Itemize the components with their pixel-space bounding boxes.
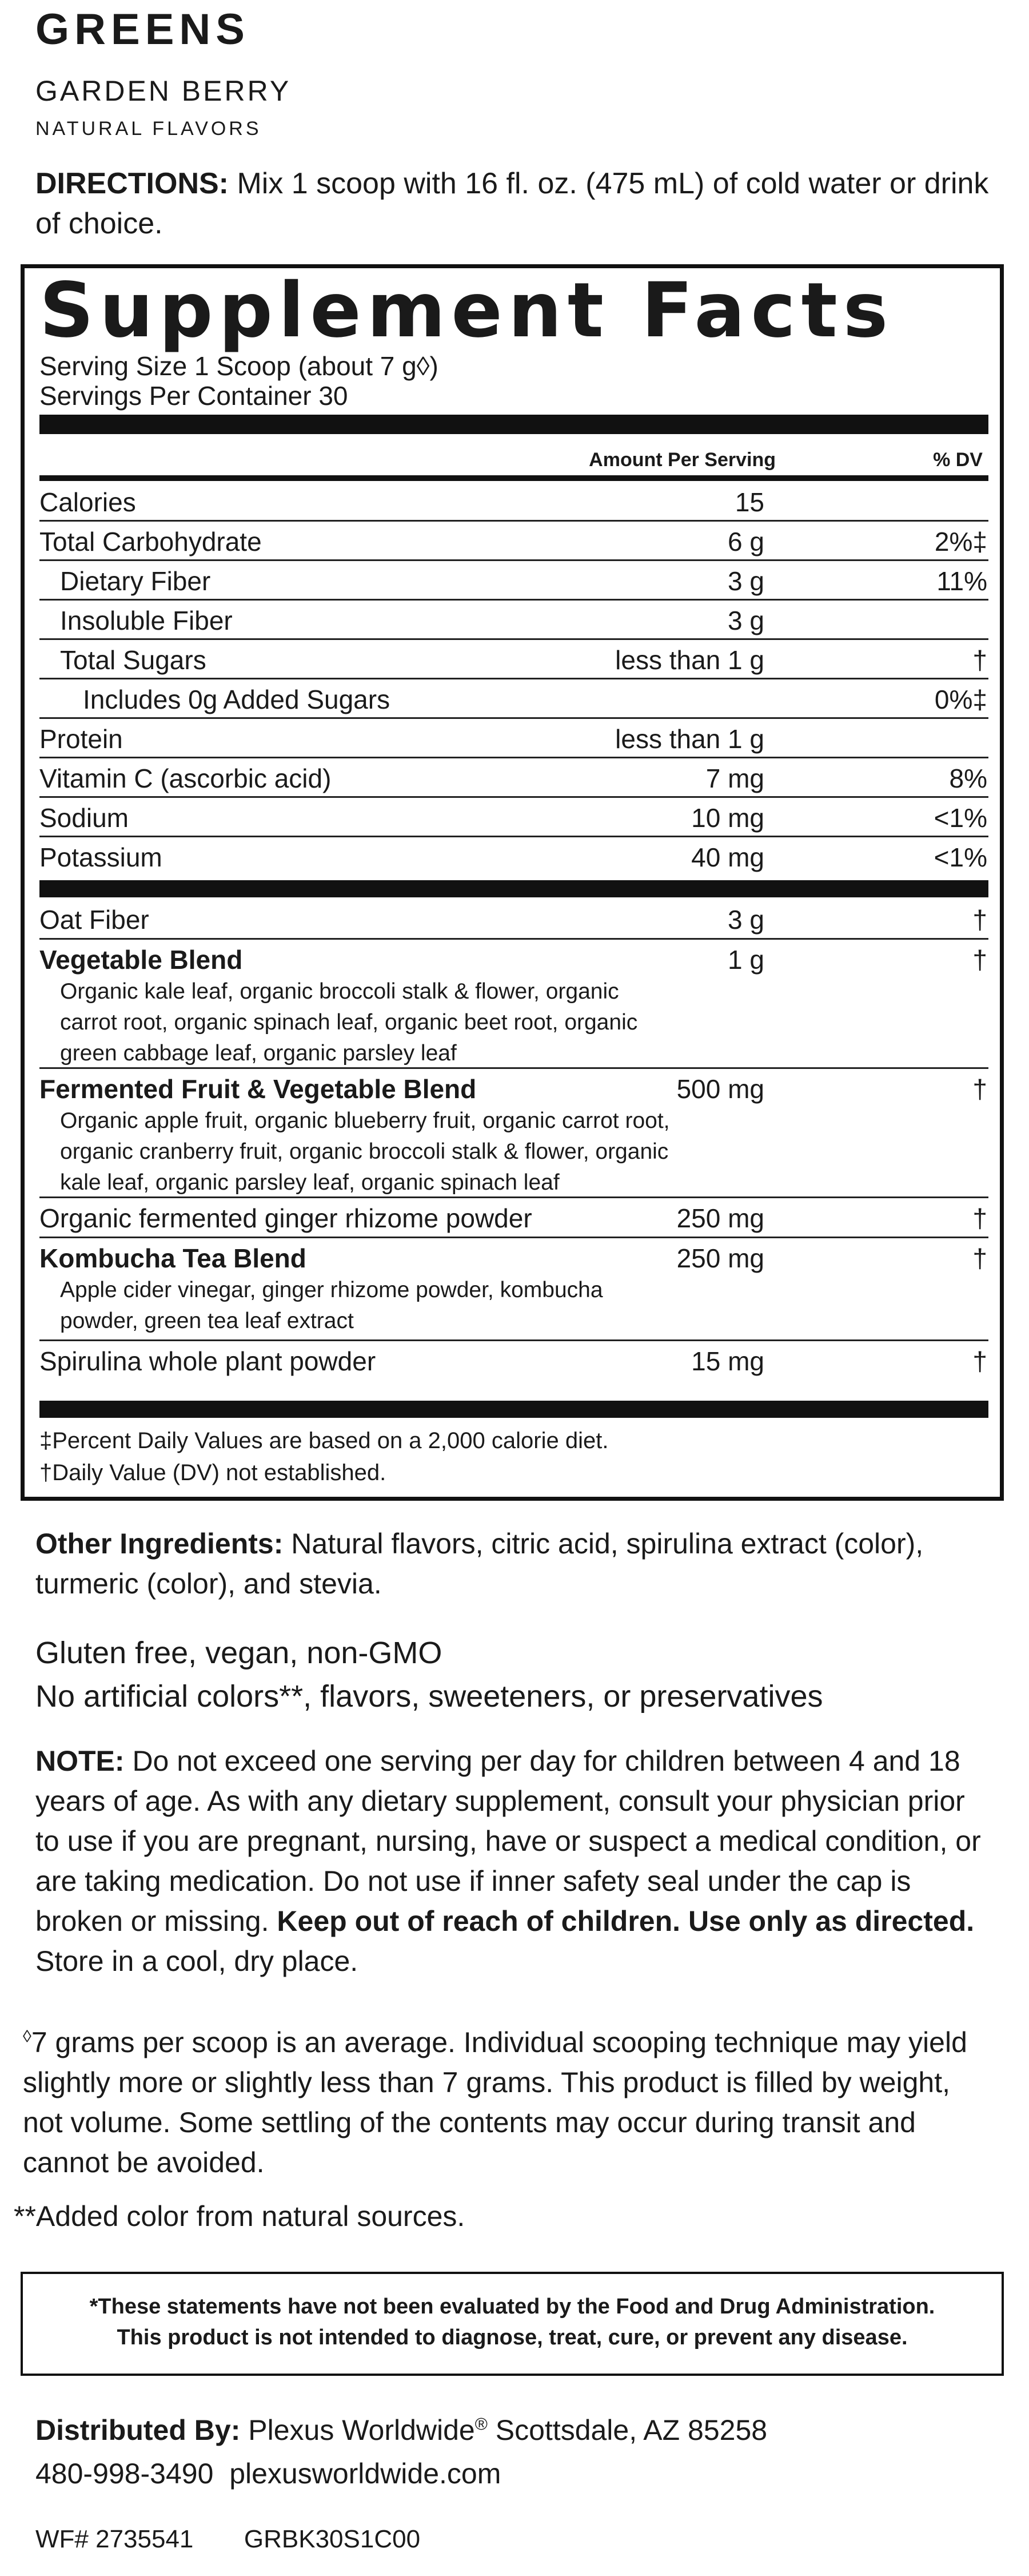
nutrient-name: Insoluble Fiber: [60, 606, 233, 635]
blend-row: [39, 900, 988, 940]
nutrient-amount: 6 g: [728, 527, 764, 556]
note: [35, 1741, 996, 1981]
nutrient-name: Sodium: [39, 803, 129, 833]
supplement-facts-title: Supplement Facts: [39, 267, 894, 355]
claims: [35, 1631, 996, 1718]
nutrient-dv: 0%‡: [934, 685, 987, 714]
blend-ingredients: Apple cider vinegar, ginger rhizome powder, kombucha powder, green tea leaf extract: [60, 1278, 603, 1333]
blend-name: Fermented Fruit & Vegetable Blend: [39, 1074, 477, 1104]
blend-dv: †: [972, 1346, 987, 1376]
distributor: [35, 2410, 996, 2494]
blend-amount: 250 mg: [676, 1203, 764, 1233]
nutrient-amount: 7 mg: [705, 764, 764, 793]
blend-name: Vegetable Blend: [39, 945, 243, 975]
disclaimer-line-2: This product is not intended to diagnose, treat, cure, or prevent any disease.: [117, 2325, 908, 2350]
claim-line-2: No artificial colors**, flavors, sweeteners, or preservatives: [35, 1679, 823, 1714]
distributor-phone: 480-998-3490: [35, 2458, 214, 2490]
registered-mark: ®: [474, 2415, 488, 2434]
directions-text: Mix 1 scoop with 16 fl. oz. (475 mL) of cold water or drink of choice.: [35, 167, 989, 240]
claim-line-1: Gluten free, vegan, non-GMO: [35, 1636, 442, 1670]
sku-code: GRBK30S1C00: [244, 2525, 421, 2553]
nutrient-row: [39, 758, 988, 798]
nutrient-row: [39, 601, 988, 640]
nutrient-row: [39, 679, 988, 719]
note-storage: Store in a cool, dry place.: [35, 1945, 358, 1977]
nutrient-amount: 10 mg: [691, 803, 764, 833]
blend-ingredients: Organic apple fruit, organic blueberry fruit, organic carrot root, organic cranberry fruit, organic broccoli stalk & flower, organic kale leaf, organic parsley leaf, organic spinach leaf: [60, 1108, 670, 1195]
blend-row: [39, 940, 988, 1069]
nutrient-dv: <1%: [934, 842, 987, 872]
nutrient-name: Vitamin C (ascorbic acid): [39, 764, 332, 793]
other-ingredients: [35, 1524, 996, 1604]
nutrient-row: [39, 837, 988, 877]
medium-divider: [39, 475, 988, 481]
serving-size: Serving Size 1 Scoop (about 7 g◊): [39, 351, 438, 381]
nutrient-dv: 8%: [949, 764, 987, 793]
distributor-website: plexusworldwide.com: [229, 2458, 501, 2490]
thick-divider: [39, 415, 988, 434]
thick-divider: [39, 880, 988, 897]
flavor-subtitle: NATURAL FLAVORS: [35, 118, 262, 140]
blend-name: Spirulina whole plant powder: [39, 1346, 376, 1376]
nutrient-dv: †: [972, 645, 987, 675]
nutrient-row: [39, 798, 988, 837]
nutrient-name: Protein: [39, 724, 123, 754]
nutrient-dv: 11%: [936, 566, 987, 596]
note-warning: Keep out of reach of children. Use only as directed.: [277, 1905, 975, 1937]
blend-name: Oat Fiber: [39, 905, 149, 935]
note-text: Do not exceed one serving per day for children between 4 and 18 years of age. As with any dietary supplement, consult your physician prior to use if you are pregnant, nursing, have or suspect a medical condition, or are taking medication. Do not use if inner safety seal under the cap is broken or missing.: [35, 1745, 981, 1937]
blend-dv: †: [972, 1203, 987, 1233]
directions: [35, 164, 996, 244]
blend-row: [39, 1069, 988, 1198]
thick-divider: [39, 1401, 988, 1418]
footnote-dv-not-established: †Daily Value (DV) not established.: [39, 1460, 386, 1485]
nutrient-row: [39, 561, 988, 601]
nutrient-name: Calories: [39, 487, 136, 517]
note-label: NOTE:: [35, 1745, 125, 1777]
flavor-name: GARDEN BERRY: [35, 75, 292, 107]
brand-name: GREENS: [35, 5, 250, 54]
fda-disclaimer: [21, 2272, 1004, 2376]
nutrient-amount: 3 g: [728, 566, 764, 596]
nutrient-amount: less than 1 g: [615, 724, 764, 754]
other-ingredients-label: Other Ingredients:: [35, 1528, 284, 1560]
blend-dv: †: [972, 1074, 987, 1104]
distributor-location: Scottsdale, AZ 85258: [495, 2414, 768, 2446]
blend-amount: 250 mg: [676, 1243, 764, 1273]
scoop-note: [23, 2022, 995, 2183]
blend-dv: †: [972, 905, 987, 935]
distributor-name: Plexus Worldwide: [248, 2414, 475, 2446]
supplement-facts-panel: [21, 264, 1004, 1501]
blend-amount: 500 mg: [676, 1074, 764, 1104]
nutrient-name: Total Sugars: [60, 645, 206, 675]
other-ingredients-text: Natural flavors, citric acid, spirulina extract (color), turmeric (color), and stevia.: [35, 1528, 924, 1600]
blend-row: [39, 1238, 988, 1341]
footnote-percent-dv: ‡Percent Daily Values are based on a 2,000 calorie diet.: [39, 1428, 609, 1453]
blend-dv: †: [972, 1243, 987, 1273]
product-codes: [35, 2527, 420, 2552]
nutrient-row: [39, 482, 988, 522]
nutrient-amount: 15: [735, 487, 764, 517]
wf-code: WF# 2735541: [35, 2525, 194, 2553]
nutrient-dv: 2%‡: [934, 527, 987, 556]
scoop-note-text: 7 grams per scoop is an average. Individual scooping technique may yield slightly more or slightly less than 7 grams. This product is filled by weight, not volume. Some settling of the contents may occur during transit and cannot be avoided.: [23, 2026, 967, 2179]
column-header-amount: Amount Per Serving: [589, 449, 776, 471]
column-header-dv: % DV: [933, 449, 983, 471]
nutrient-amount: 40 mg: [691, 842, 764, 872]
blend-name: Kombucha Tea Blend: [39, 1243, 306, 1273]
blend-dv: †: [972, 945, 987, 975]
nutrient-name: Includes 0g Added Sugars: [83, 685, 390, 714]
nutrient-amount: 3 g: [728, 606, 764, 635]
nutrient-row: [39, 640, 988, 679]
scoop-note-mark: ◊: [23, 2027, 31, 2046]
nutrient-name: Dietary Fiber: [60, 566, 211, 596]
blend-amount: 3 g: [728, 905, 764, 935]
directions-label: DIRECTIONS:: [35, 167, 229, 200]
color-note: **Added color from natural sources.: [14, 2200, 465, 2232]
blend-row: [39, 1198, 988, 1238]
nutrient-amount: less than 1 g: [615, 645, 764, 675]
servings-per-container: Servings Per Container 30: [39, 381, 348, 411]
nutrient-name: Total Carbohydrate: [39, 527, 262, 556]
blend-amount: 15 mg: [691, 1346, 764, 1376]
blend-row: [39, 1341, 988, 1381]
nutrient-row: [39, 719, 988, 758]
nutrient-dv: <1%: [934, 803, 987, 833]
nutrient-row: [39, 522, 988, 561]
disclaimer-line-1: *These statements have not been evaluated by the Food and Drug Administration.: [89, 2295, 935, 2319]
blend-amount: 1 g: [728, 945, 764, 975]
distributor-label: Distributed By:: [35, 2414, 241, 2446]
nutrient-name: Potassium: [39, 842, 162, 872]
blend-ingredients: Organic kale leaf, organic broccoli stalk & flower, organic carrot root, organic spinach leaf, organic beet root, organic green cabbage leaf, organic parsley leaf: [60, 979, 638, 1066]
blend-name: Organic fermented ginger rhizome powder: [39, 1203, 532, 1233]
